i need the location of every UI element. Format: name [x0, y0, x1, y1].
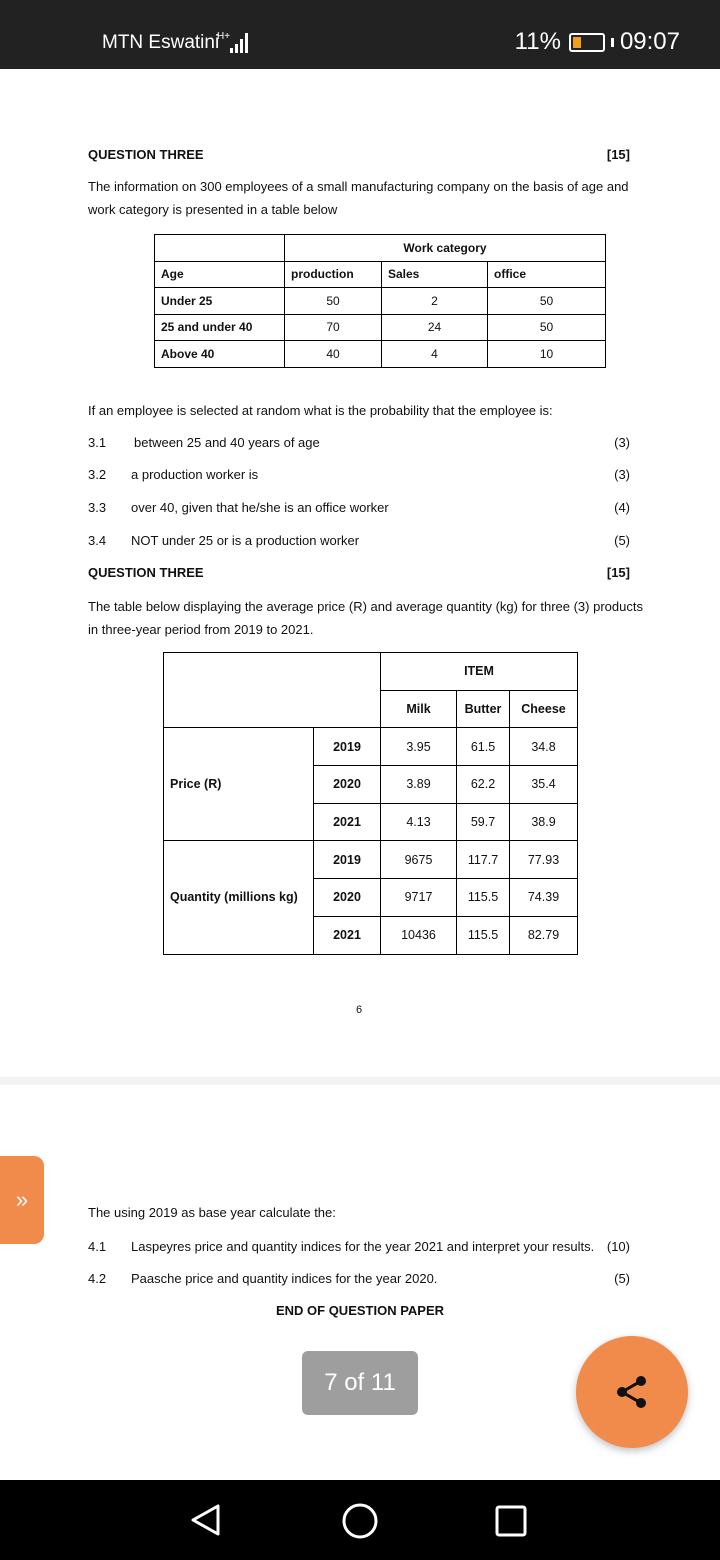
table-row	[155, 341, 606, 368]
home-icon[interactable]	[341, 1502, 379, 1540]
signal-icon	[216, 28, 256, 56]
table2-cell: 38.9	[510, 803, 578, 841]
item-number: 3.2	[88, 467, 107, 482]
table2-year: 2019	[314, 841, 381, 879]
table1-cell: 2	[382, 288, 488, 315]
table2-product-cheese: Cheese	[510, 690, 578, 728]
item-text: Paasche price and quantity indices for the year 2020.	[131, 1271, 438, 1286]
table2-product-butter: Butter	[457, 690, 510, 728]
item-text: Laspeyres price and quantity indices for the year 2021 and interpret your results.	[131, 1239, 595, 1254]
table2-cell: 10436	[381, 916, 457, 954]
table1-corner	[155, 235, 285, 262]
question-three-b-intro: The table below displaying the average price (R) and average quantity (kg) for three (3) products in three-year period from 2019 to 2021.	[88, 599, 643, 637]
table2-year: 2019	[314, 728, 381, 766]
table2-cell: 3.95	[381, 728, 457, 766]
item-number: 3.3	[88, 500, 107, 515]
table1-cell: 40	[285, 341, 382, 368]
item-number: 4.2	[88, 1271, 107, 1286]
item-marks: (4)	[614, 500, 630, 515]
table2-cell: 9675	[381, 841, 457, 879]
table2-cell: 74.39	[510, 879, 578, 917]
table2-cell: 61.5	[457, 728, 510, 766]
page-indicator	[302, 1351, 418, 1415]
table2-group-label: Price (R)	[164, 728, 314, 841]
table2-cell: 3.89	[381, 766, 457, 804]
table2-cell: 62.2	[457, 766, 510, 804]
table1-header-sales: Sales	[382, 261, 488, 288]
table2-cell: 35.4	[510, 766, 578, 804]
table2-item-header: ITEM	[381, 653, 578, 691]
question-three-prompt: If an employee is selected at random what is the probability that the employee is:	[88, 403, 553, 418]
table2-group-label: Quantity (millions kg)	[164, 841, 314, 954]
back-icon[interactable]	[188, 1502, 224, 1538]
table2-year: 2021	[314, 916, 381, 954]
table1-cell: 70	[285, 314, 382, 341]
item-marks: (5)	[614, 1271, 630, 1286]
table1-cell: 24	[382, 314, 488, 341]
item-marks: (5)	[614, 533, 630, 548]
table2-cell: 9717	[381, 879, 457, 917]
table2-cell: 115.5	[457, 916, 510, 954]
navigation-bar	[0, 1480, 720, 1560]
table1-cell: 4	[382, 341, 488, 368]
table1-cell: 25 and under 40	[155, 314, 285, 341]
table1-cell: 50	[488, 314, 606, 341]
page-indicator-text: 7 of 11	[324, 1369, 396, 1396]
question-three-marks: [15]	[606, 147, 630, 162]
carrier-name: MTN Eswatini	[102, 32, 220, 53]
recents-icon[interactable]	[494, 1504, 528, 1538]
table1-header-production: production	[285, 261, 382, 288]
question-three-heading: QUESTION THREE	[88, 147, 204, 162]
table1-cell: 50	[488, 288, 606, 315]
table2-year: 2020	[314, 766, 381, 804]
table1-cell: Under 25	[155, 288, 285, 315]
item-marks: (3)	[614, 435, 630, 450]
clock: 09:07	[619, 28, 680, 55]
table2-year: 2021	[314, 803, 381, 841]
table2-cell: 4.13	[381, 803, 457, 841]
table1-group-header: Work category	[285, 235, 606, 262]
status-bar	[0, 0, 720, 69]
item-number: 4.1	[88, 1239, 107, 1254]
double-chevron-right-icon: »	[15, 1187, 29, 1212]
item-text: NOT under 25 or is a production worker	[131, 533, 360, 548]
item-text: between 25 and 40 years of age	[134, 435, 320, 450]
table-row	[155, 314, 606, 341]
employee-table	[154, 234, 606, 368]
item-number: 3.1	[88, 435, 107, 450]
table2-cell: 117.7	[457, 841, 510, 879]
table2-corner	[164, 653, 381, 728]
table2-product-milk: Milk	[381, 690, 457, 728]
question-three-b-marks: [15]	[606, 565, 630, 580]
table1-cell: Above 40	[155, 341, 285, 368]
table-row	[164, 728, 578, 766]
table2-year: 2020	[314, 879, 381, 917]
document-page-6	[0, 69, 720, 1077]
table1-header-office: office	[488, 261, 606, 288]
item-marks: (10)	[606, 1239, 630, 1254]
item-text: over 40, given that he/she is an office worker	[131, 500, 389, 515]
table2-cell: 59.7	[457, 803, 510, 841]
item-number: 3.4	[88, 533, 107, 548]
table2-cell: 82.79	[510, 916, 578, 954]
table2-cell: 34.8	[510, 728, 578, 766]
table1-header-age: Age	[155, 261, 285, 288]
share-icon	[612, 1372, 652, 1412]
item-marks: (3)	[614, 467, 630, 482]
battery-icon	[569, 33, 605, 52]
share-button[interactable]	[576, 1336, 688, 1448]
table1-cell: 10	[488, 341, 606, 368]
page-number: 6	[356, 1004, 363, 1016]
price-quantity-table	[163, 652, 578, 955]
table-row	[155, 288, 606, 315]
table1-cell: 50	[285, 288, 382, 315]
table2-cell: 115.5	[457, 879, 510, 917]
battery-tip	[611, 38, 614, 47]
question-three-b-heading: QUESTION THREE	[88, 565, 204, 580]
item-text: a production worker is	[131, 467, 259, 482]
table-row	[164, 841, 578, 879]
expand-sidebar-button[interactable]	[0, 1156, 44, 1244]
table2-cell: 77.93	[510, 841, 578, 879]
network-type: H+	[217, 31, 231, 42]
page7-intro: The using 2019 as base year calculate the:	[88, 1205, 336, 1220]
end-of-paper: END OF QUESTION PAPER	[275, 1303, 445, 1318]
battery-percent: 11%	[514, 28, 561, 55]
status-right	[515, 28, 680, 56]
question-three-intro: The information on 300 employees of a small manufacturing company on the basis of age and work category is presented in a table below	[88, 179, 629, 217]
